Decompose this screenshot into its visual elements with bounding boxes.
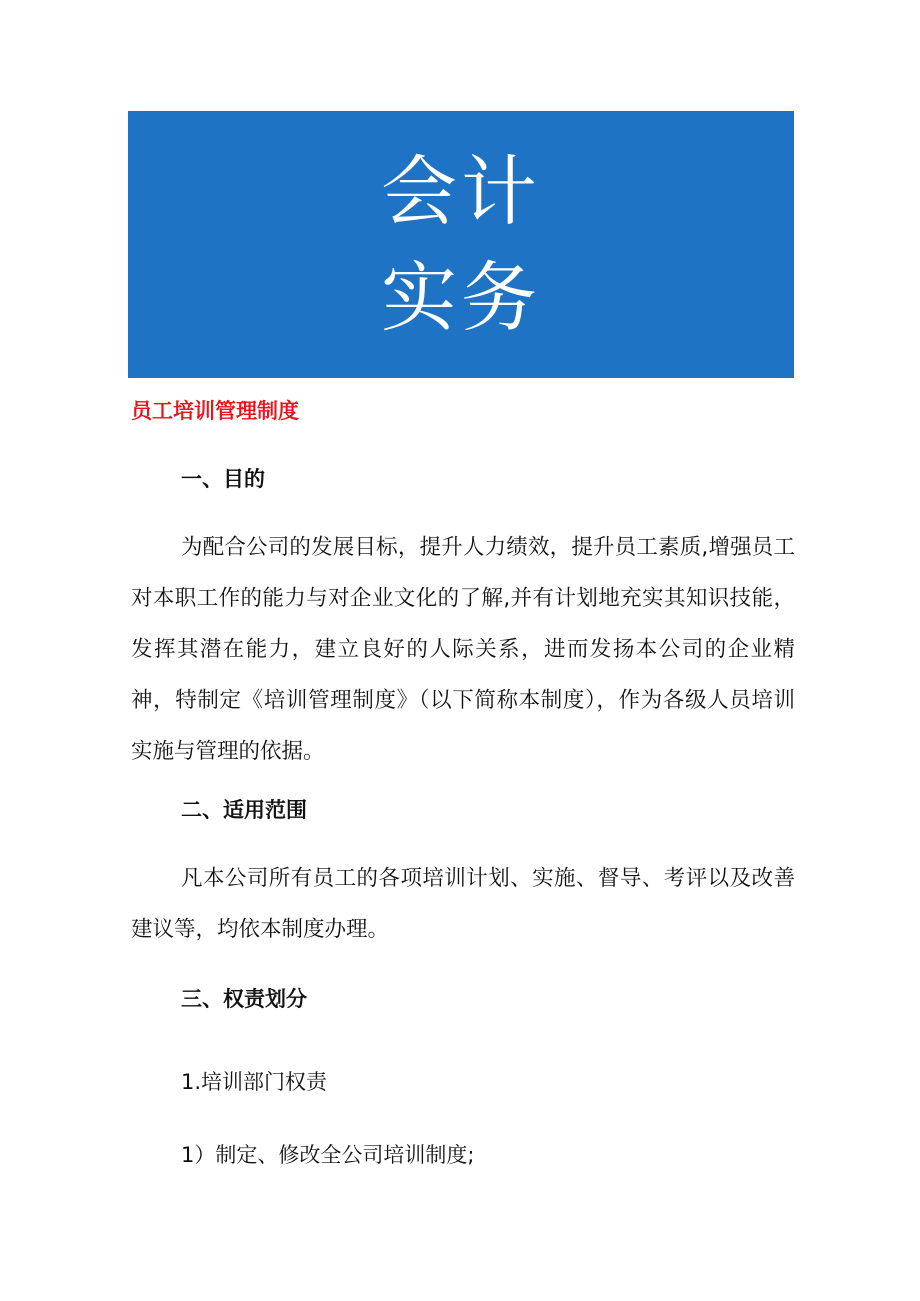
- section-heading-responsibilities: 三、权责划分: [181, 987, 307, 1011]
- banner-title-line-1: 会计: [381, 146, 541, 236]
- paragraph-purpose: 为配合公司的发展目标，提升人力绩效，提升员工素质,增强员工对本职工作的能力与对企业文化的了解,并有计划地充实其知识技能，发挥其潜在能力，建立良好的人际关系，进而发扬本公司的企业精神，特制定《培训管理制度》（以下简称本制度），作为各级人员培训实施与管理的依据。: [131, 535, 795, 764]
- list-item-1: 1）制定、修改全公司培训制度;: [181, 1143, 475, 1167]
- section-heading-purpose: 一、目的: [181, 467, 265, 491]
- title-banner: [128, 111, 794, 378]
- document-title: 员工培训管理制度: [131, 399, 299, 423]
- subheading-training-dept: 1.培训部门权责: [181, 1070, 328, 1094]
- banner-title-line-2: 实务: [381, 252, 541, 342]
- section-heading-scope: 二、适用范围: [181, 798, 307, 822]
- paragraph-scope: 凡本公司所有员工的各项培训计划、实施、督导、考评以及改善建议等，均依本制度办理。: [131, 866, 795, 942]
